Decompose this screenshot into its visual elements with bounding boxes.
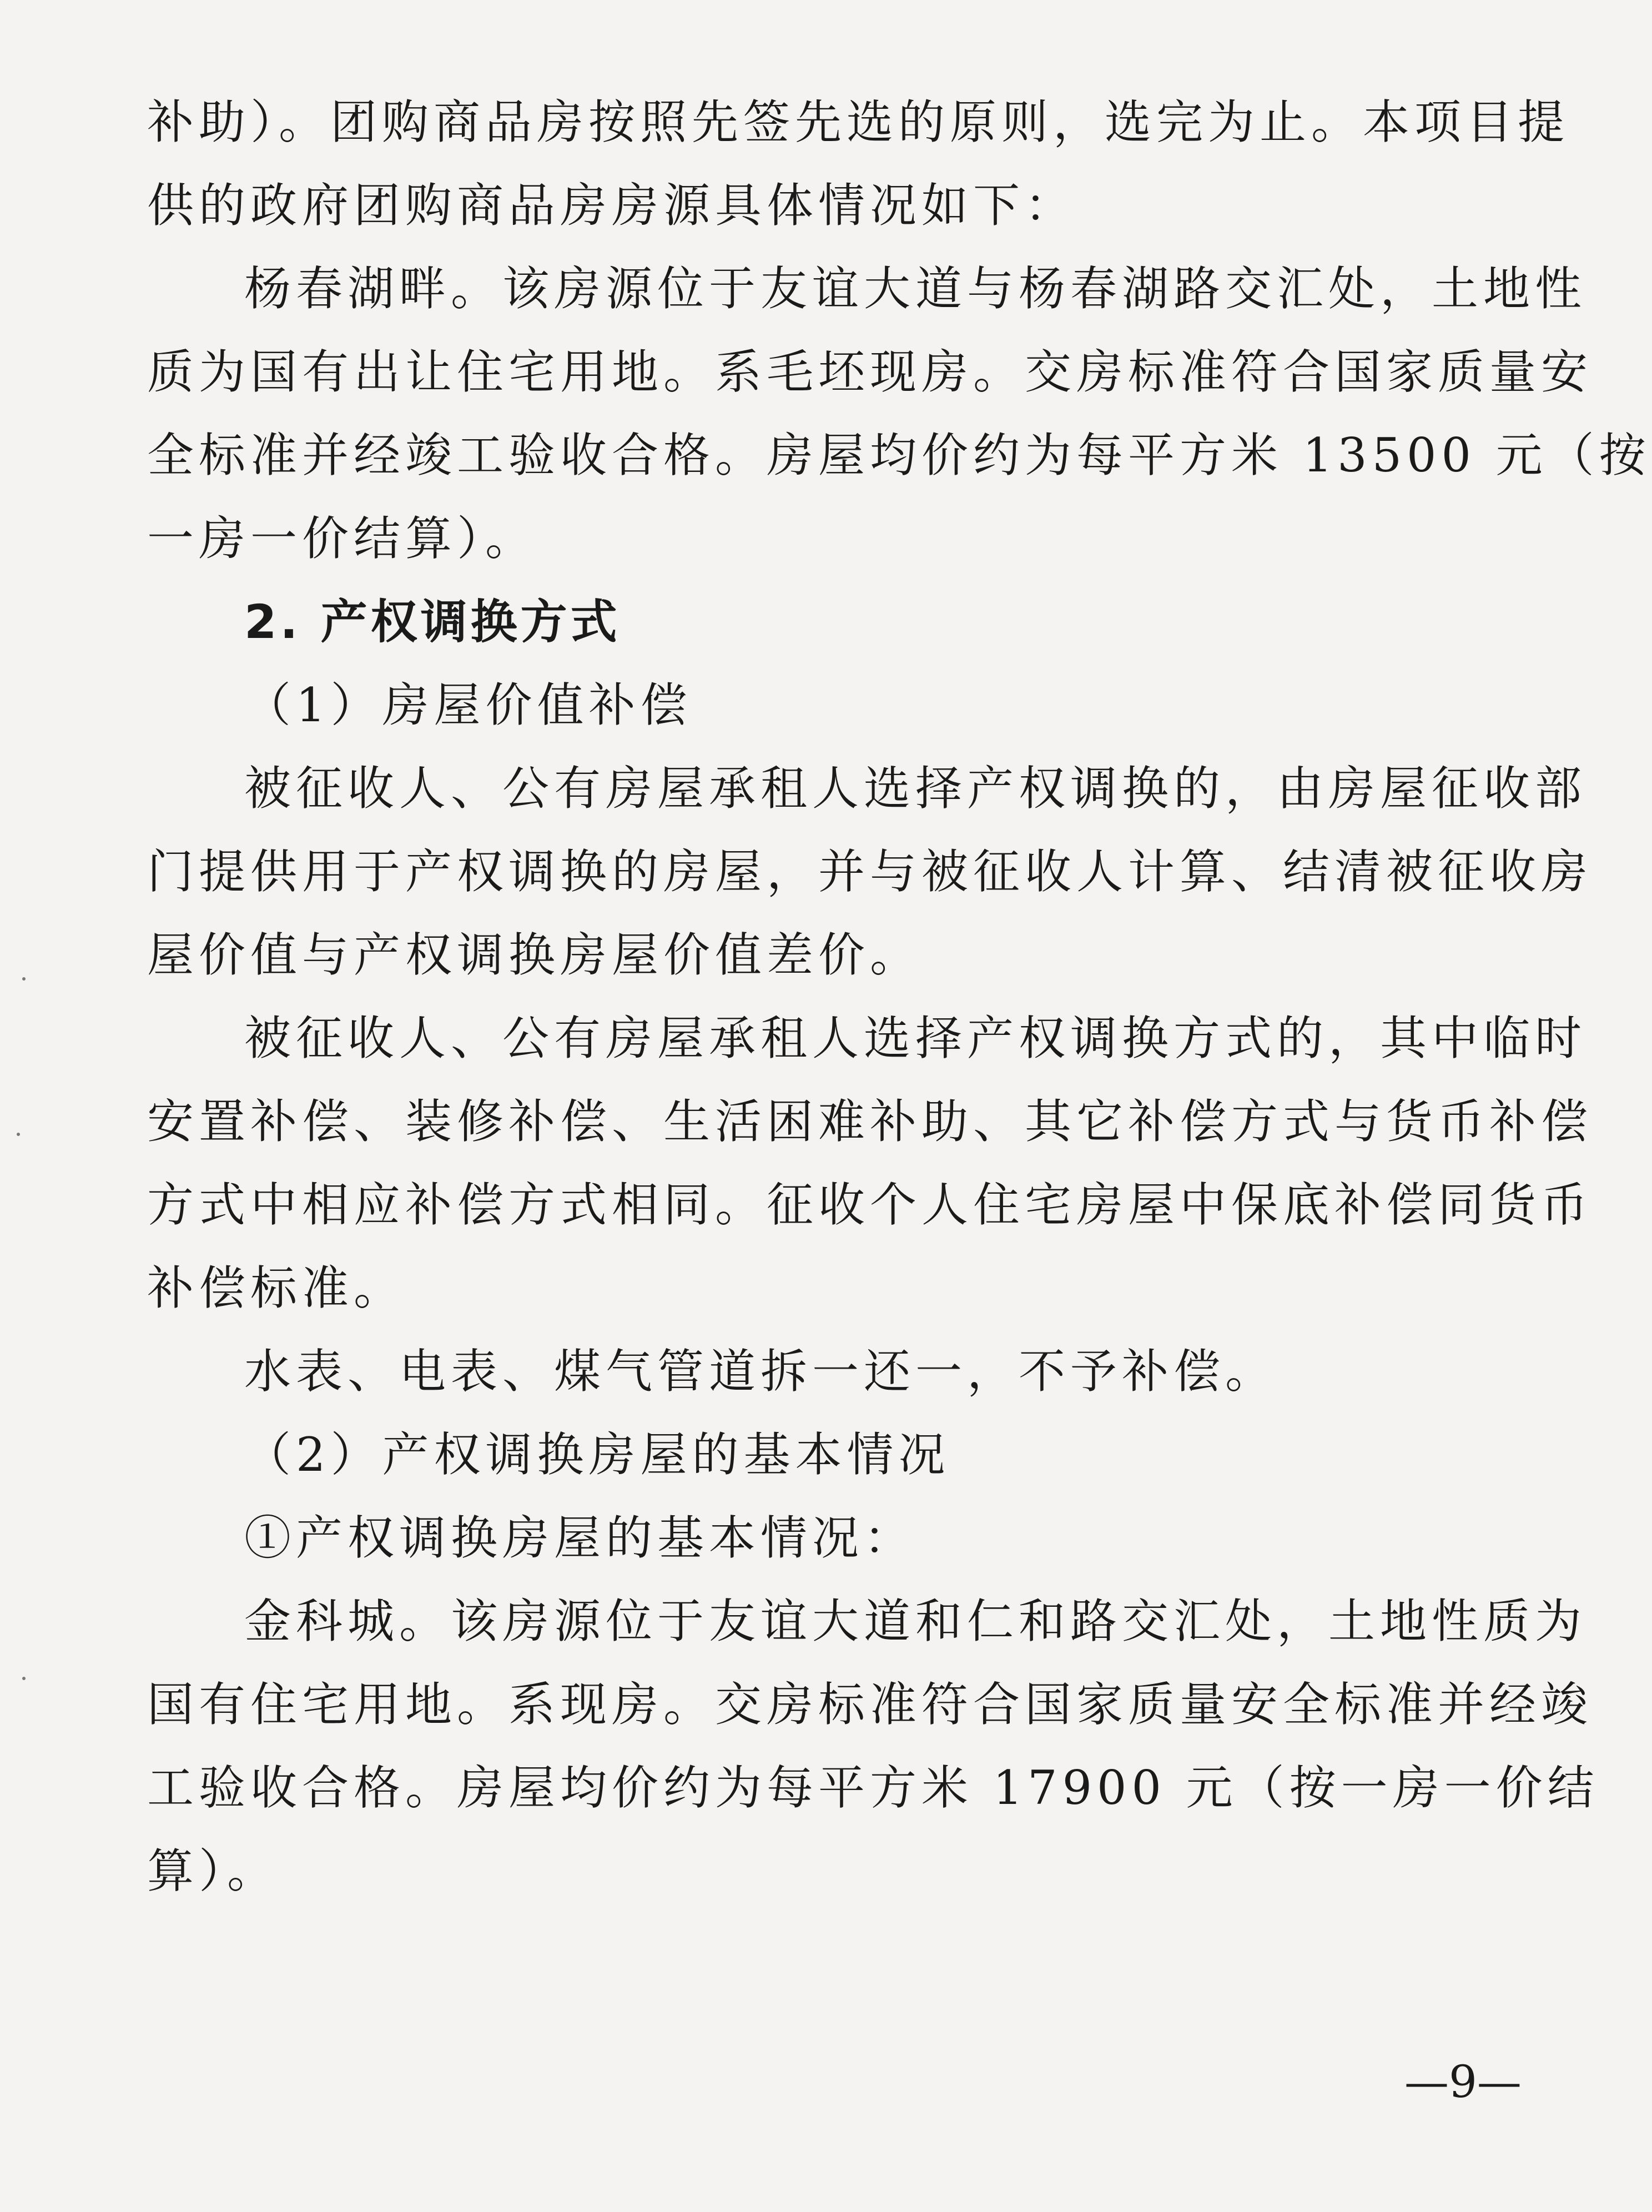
- scan-speck: [22, 1677, 26, 1680]
- text-line: 金科城。该房源位于友谊大道和仁和路交汇处，土地性质为: [244, 1594, 1587, 1648]
- text-line: 被征收人、公有房屋承租人选择产权调换的，由房屋征收部: [244, 761, 1587, 816]
- text-line: 屋价值与产权调换房屋价值差价。: [147, 928, 922, 982]
- text-line: ①产权调换房屋的基本情况：: [244, 1511, 916, 1565]
- text-line: 国有住宅用地。系现房。交房标准符合国家质量安全标准并经竣: [147, 1677, 1593, 1732]
- subsection-heading: （1）房屋价值补偿: [244, 678, 692, 732]
- section-heading: 2. 产权调换方式: [244, 595, 621, 649]
- text-line: 全标准并经竣工验收合格。房屋均价约为每平方米 13500 元（按: [147, 428, 1651, 482]
- text-line: 供的政府团购商品房房源具体情况如下：: [147, 178, 1077, 233]
- text-line: 方式中相应补偿方式相同。征收个人住宅房屋中保底补偿同货币: [147, 1178, 1593, 1232]
- text-line: 门提供用于产权调换的房屋，并与被征收人计算、结清被征收房: [147, 844, 1593, 899]
- text-line: 补偿标准。: [147, 1261, 406, 1315]
- scan-speck: [22, 977, 26, 981]
- text-line: 安置补偿、装修补偿、生活困难补助、其它补偿方式与货币补偿: [147, 1094, 1593, 1149]
- text-line: 杨春湖畔。该房源位于友谊大道与杨春湖路交汇处，土地性: [244, 262, 1587, 316]
- text-line: 水表、电表、煤气管道拆一还一，不予补偿。: [244, 1344, 1277, 1399]
- scan-speck: [17, 1133, 20, 1136]
- text-line: 工验收合格。房屋均价约为每平方米 17900 元（按一房一价结: [147, 1761, 1599, 1815]
- subsection-heading: （2）产权调换房屋的基本情况: [244, 1427, 950, 1482]
- text-line: 补助）。团购商品房按照先签先选的原则，选完为止。本项目提: [147, 95, 1570, 149]
- text-line: 被征收人、公有房屋承租人选择产权调换方式的，其中临时: [244, 1011, 1587, 1065]
- text-line: 一房一价结算）。: [147, 511, 537, 566]
- text-line: 质为国有出让住宅用地。系毛坯现房。交房标准符合国家质量安: [147, 345, 1593, 399]
- text-line: 算）。: [147, 1844, 279, 1898]
- page-number: —9—: [1404, 2056, 1522, 2108]
